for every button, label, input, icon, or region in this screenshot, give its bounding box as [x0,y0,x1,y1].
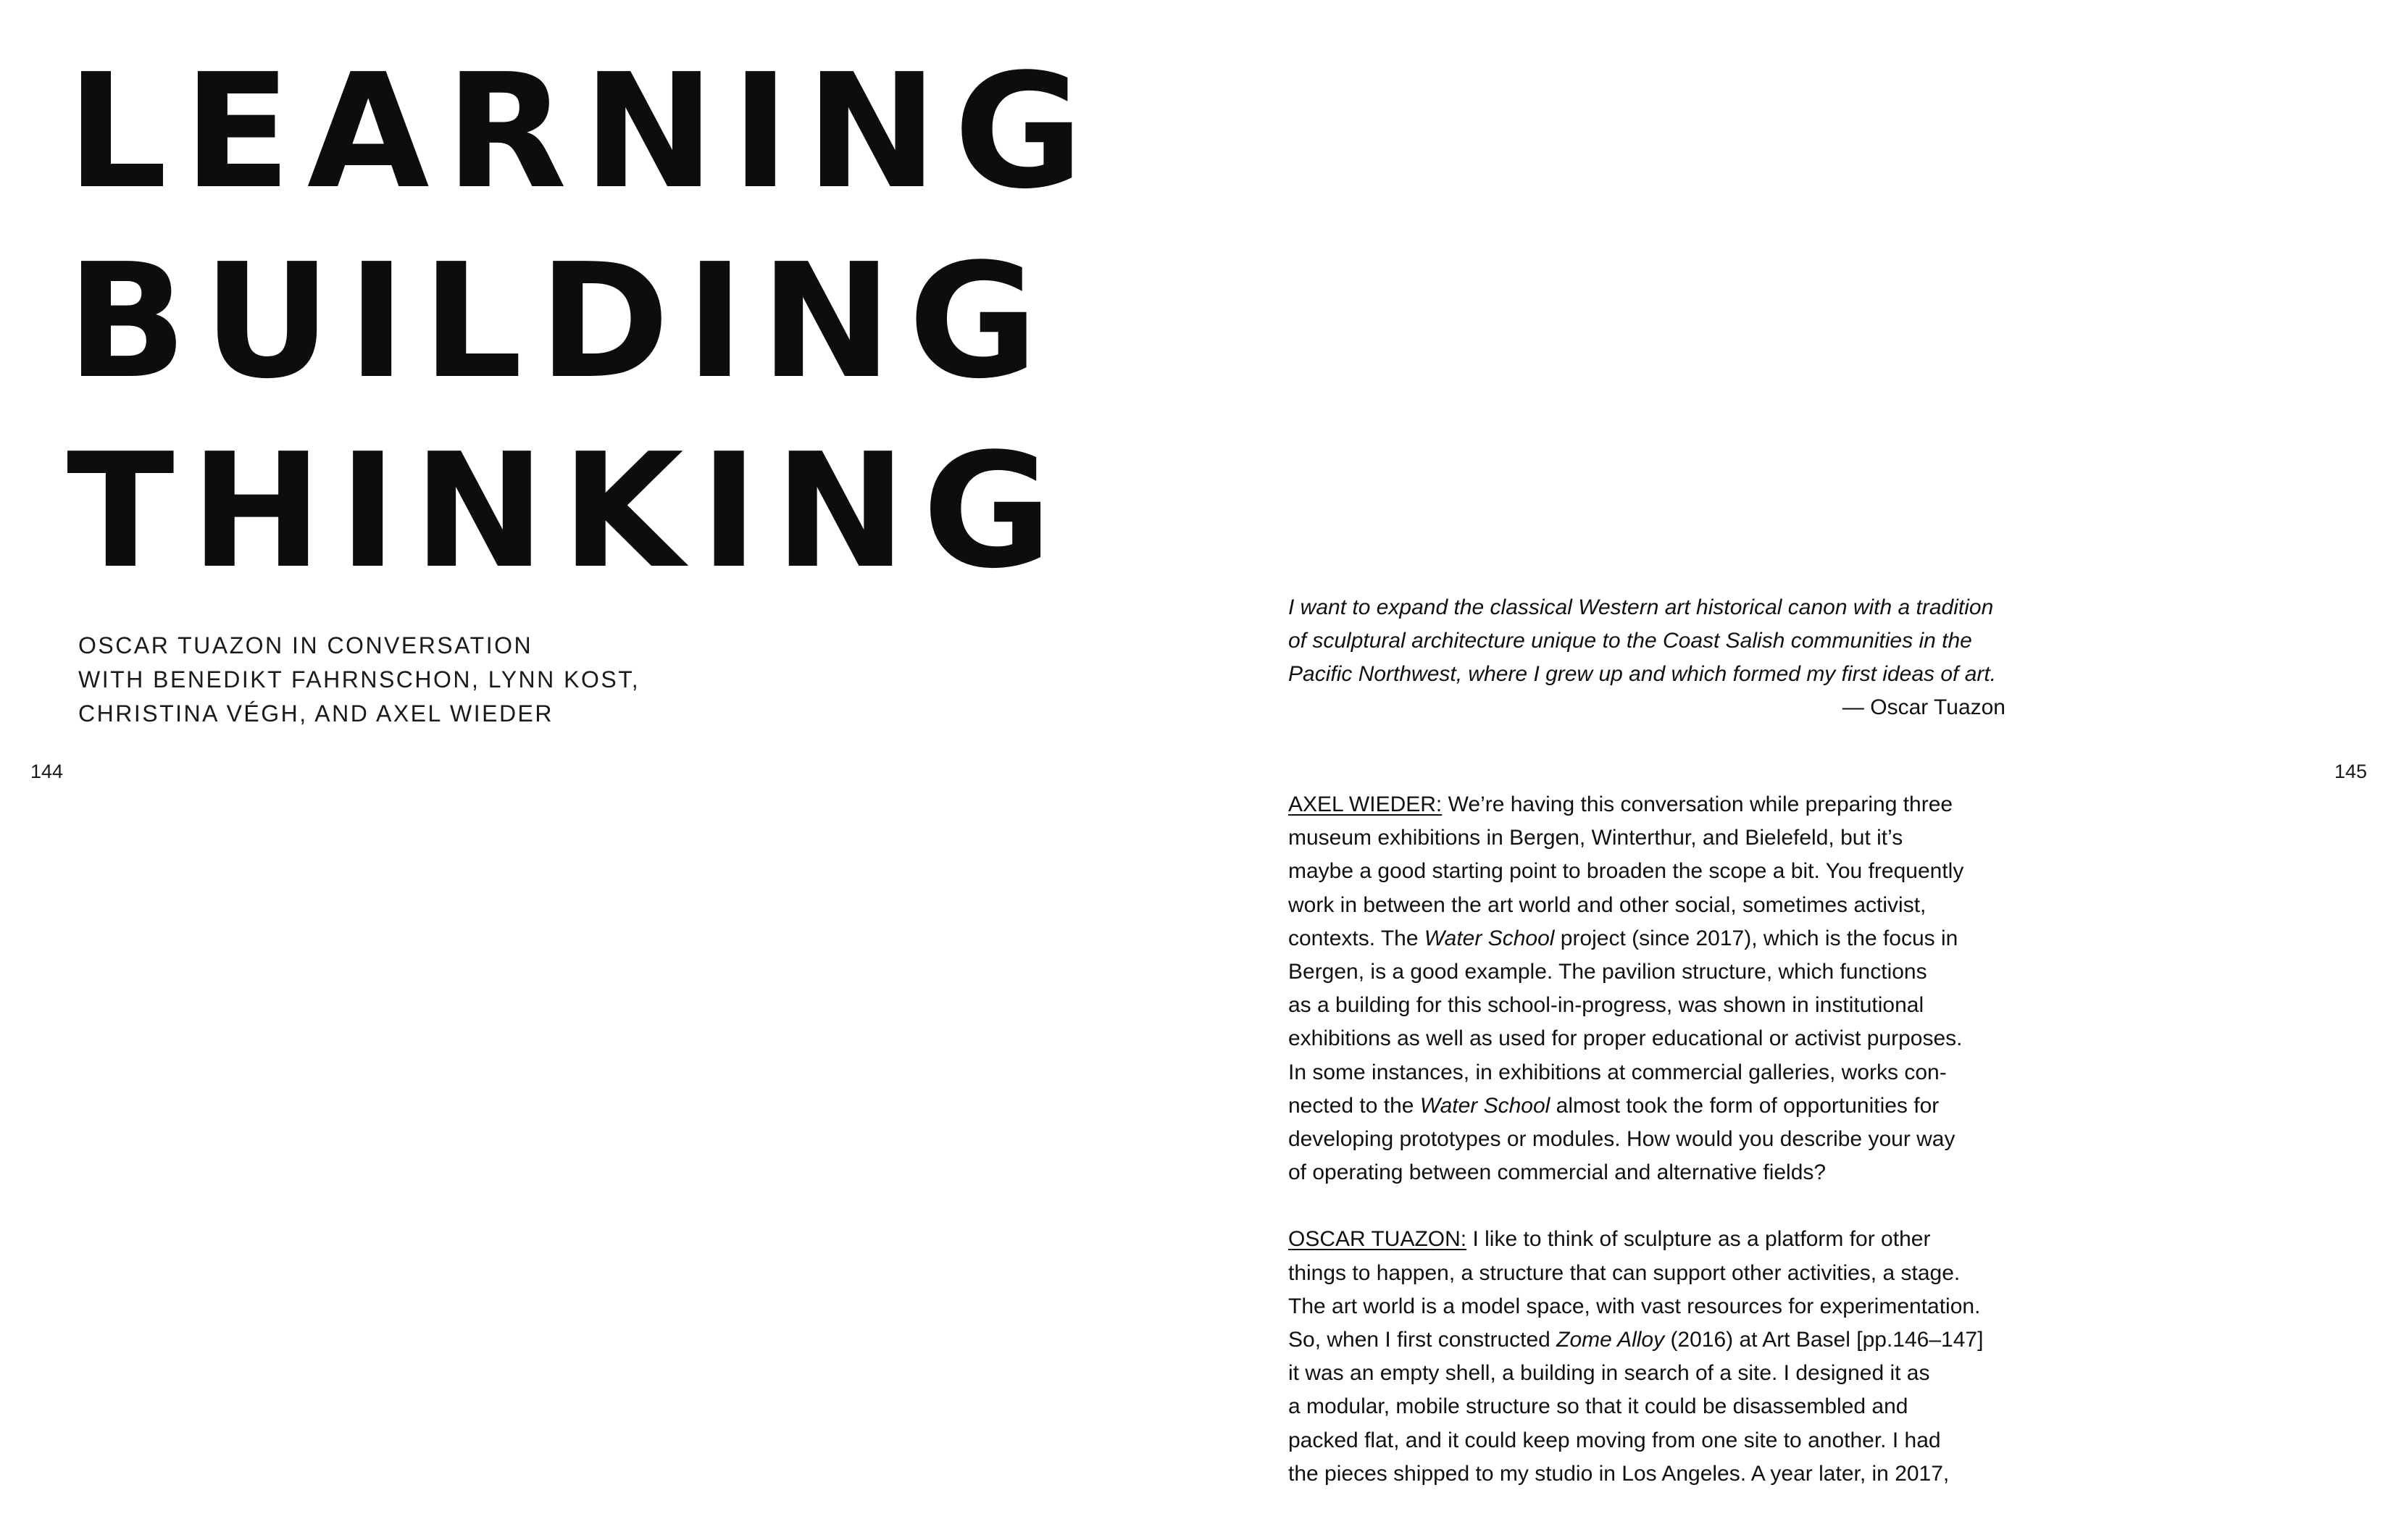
paragraph-line [1288,788,2013,821]
text-segment: (2016) at Art Basel [pp.146–147] [1664,1328,1984,1352]
italic-title: Zome Alloy [1556,1328,1665,1352]
epigraph-attribution: — Oscar Tuazon [1842,695,2005,719]
title-line: LEARNING [67,41,1100,224]
text-segment: So, when I first constructed [1288,1328,1557,1352]
text-segment: In some instances, in exhibitions at commercial galleries, works con- [1288,1060,1947,1084]
title-line: THINKING [67,420,1069,603]
interview-paragraph [1288,788,2013,1189]
paragraph-line [1288,1290,2013,1323]
paragraph-line [1288,922,2013,955]
text-segment: as a building for this school-in-progress, was shown in institutional [1288,993,1924,1018]
text-segment: packed flat, and it could keep moving from one site to another. I had [1288,1428,1941,1452]
text-segment: almost took the form of opportunities for [1550,1093,1940,1118]
paragraph-line [1288,1022,2013,1055]
paragraph-line [1288,1424,2013,1457]
paragraph-line [1288,821,2013,855]
text-segment: contexts. The [1288,926,1424,950]
epigraph-line: of sculptural architecture unique to the Coast Salish communities in the [1288,629,1972,653]
paragraph-line [1288,989,2013,1022]
paragraph-line [1288,855,2013,888]
subtitle-line: CHRISTINA VÉGH, AND AXEL WIEDER [78,700,554,727]
paragraph-line [1288,1089,2013,1123]
text-segment: project (since 2017), which is the focus in [1554,926,1958,950]
paragraph-line [1288,1357,2013,1390]
paragraph-line [1288,1123,2013,1156]
interview-paragraph [1288,1223,2013,1491]
text-segment: museum exhibitions in Bergen, Winterthur, and Bielefeld, but it’s [1288,826,1903,850]
speaker-name: OSCAR TUAZON: [1288,1227,1467,1252]
subtitle-line: OSCAR TUAZON IN CONVERSATION [78,632,533,658]
text-segment: Bergen, is a good example. The pavilion structure, which functions [1288,960,1927,984]
paragraph-line [1288,1257,2013,1290]
text-segment: The art world is a model space, with vast resources for experimentation. [1288,1294,1981,1318]
epigraph-quote [1288,591,2005,724]
paragraph-line [1288,1223,2013,1256]
text-segment: work in between the art world and other social, sometimes activist, [1288,892,1927,917]
paragraph-line [1288,1156,2013,1189]
paragraph-line [1288,1056,2013,1089]
text-segment: things to happen, a structure that can support other activities, a stage. [1288,1260,1961,1285]
text-segment: maybe a good starting point to broaden the scope a bit. You frequently [1288,859,1964,884]
italic-title: Water School [1419,1093,1550,1118]
title-line: BUILDING [67,230,1054,414]
epigraph-line: Pacific Northwest, where I grew up and which formed my first ideas of art. [1288,662,1997,686]
subtitle-line: WITH BENEDIKT FAHRNSCHON, LYNN KOST, [78,666,640,692]
text-segment: I like to think of sculpture as a platform for other [1466,1227,1931,1252]
paragraph-line [1288,889,2013,922]
text-segment: the pieces shipped to my studio in Los Angeles. A year later, in 2017, [1288,1461,1950,1486]
paragraph-line [1288,1390,2013,1423]
speaker-name: AXEL WIEDER: [1288,792,1443,816]
interview-text [1288,788,2013,1524]
paragraph-line [1288,955,2013,989]
paragraph-line [1288,1457,2013,1491]
page-number-right: 145 [2334,761,2367,782]
paragraph-line [1288,1323,2013,1357]
italic-title: Water School [1424,926,1555,950]
text-segment: We’re having this conversation while preparing three [1442,792,1953,816]
text-segment: it was an empty shell, a building in search of a site. I designed it as [1288,1361,1930,1386]
text-segment: exhibitions as well as used for proper educational or activist purposes. [1288,1026,1963,1051]
epigraph-line: I want to expand the classical Western art historical canon with a tradition [1288,595,1994,619]
text-segment: a modular, mobile structure so that it could be disassembled and [1288,1394,1908,1419]
text-segment: nected to the [1288,1093,1420,1118]
text-segment: developing prototypes or modules. How would you describe your way [1288,1127,1955,1152]
page-number-left: 144 [30,761,64,782]
subtitle [78,629,640,731]
text-segment: of operating between commercial and alternative fields? [1288,1160,1827,1185]
page-title [67,38,1099,607]
